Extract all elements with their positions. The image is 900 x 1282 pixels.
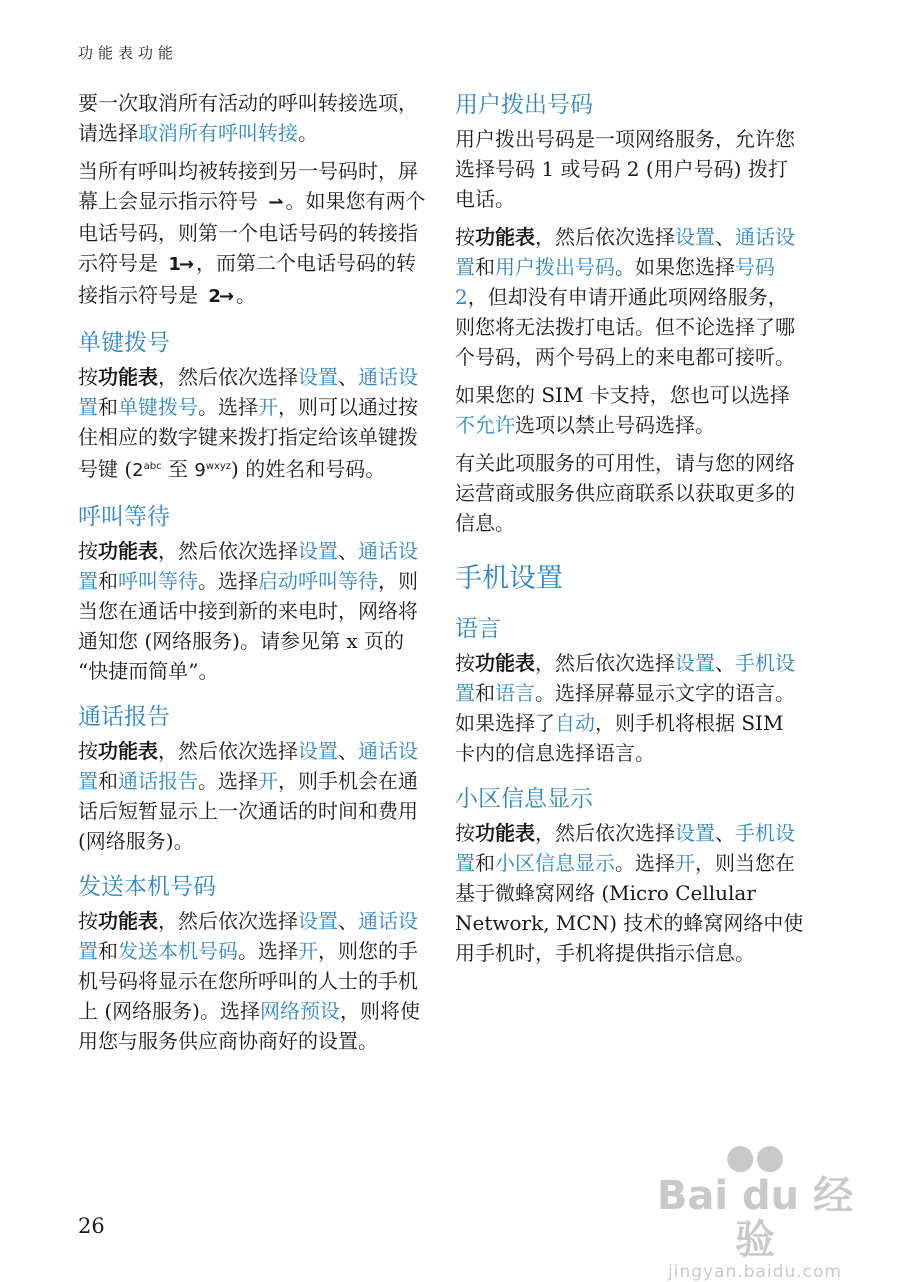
cell-info-paragraph: 按功能表，然后依次选择设置、手机设置和小区信息显示。选择开，则当您在基于微蜂窝网络 (Micro Cellular Network, MCN) 技术的蜂窝网络中使用手机时，手机将提供指示信息。 [455, 821, 804, 965]
number-2-link[interactable]: 号码 2 [455, 255, 775, 309]
language-link[interactable]: 语言 [495, 681, 535, 705]
phone-settings-link[interactable]: 手机设置 [455, 651, 795, 705]
settings-link[interactable]: 设置 [298, 539, 338, 563]
watermark-url: jingyan.baidu.com [668, 1262, 842, 1282]
send-own-number-paragraph: 按功能表，然后依次选择设置、通话设置和发送本机号码。选择开，则您的手机号码将显示在您所呼叫的人士的手机上 (网络服务)。选择网络预设，则将使用您与服务供应商协商好的设置。 [78, 909, 420, 1053]
language-paragraph: 按功能表，然后依次选择设置、手机设置和语言。选择屏幕显示文字的语言。如果选择了自动，则手机将根据 SIM 卡内的信息选择语言。 [455, 651, 795, 765]
language-heading: 语言 [455, 616, 501, 642]
settings-link[interactable]: 设置 [675, 651, 715, 675]
user-dial-number-heading: 用户拨出号码 [455, 92, 593, 118]
on-link[interactable]: 开 [675, 851, 695, 875]
watermark-brand: Bai du 经验 [656, 1173, 854, 1263]
forward-indicator-icon: ⇀ [268, 192, 282, 213]
page-number: 26 [78, 1214, 105, 1238]
call-settings-link[interactable]: 通话设置 [455, 225, 795, 279]
on-link[interactable]: 开 [298, 939, 318, 963]
on-link[interactable]: 开 [258, 769, 278, 793]
phone-settings-link[interactable]: 手机设置 [455, 821, 795, 875]
settings-link[interactable]: 设置 [675, 821, 715, 845]
sim-support-paragraph: 如果您的 SIM 卡支持，您也可以选择不允许选项以禁止号码选择。 [455, 383, 790, 437]
send-own-number-heading: 发送本机号码 [78, 874, 216, 900]
on-link[interactable]: 开 [258, 395, 278, 419]
call-report-paragraph: 按功能表，然后依次选择设置、通话设置和通话报告。选择开，则手机会在通话后短暂显示上一次通话的时间和费用 (网络服务)。 [78, 739, 418, 853]
speed-dial-heading: 单键拨号 [78, 330, 170, 356]
call-waiting-heading: 呼叫等待 [78, 504, 170, 530]
speed-dial-link[interactable]: 单键拨号 [118, 395, 198, 419]
call-settings-link[interactable]: 通话设置 [78, 909, 418, 963]
call-report-link[interactable]: 通话报告 [118, 769, 198, 793]
phone-settings-section-title: 手机设置 [455, 563, 563, 594]
cancel-all-forward-link[interactable]: 取消所有呼叫转接 [138, 121, 298, 145]
automatic-link[interactable]: 自动 [555, 711, 595, 735]
call-report-heading: 通话报告 [78, 704, 170, 730]
not-allowed-link[interactable]: 不允许 [455, 413, 515, 437]
network-preset-link[interactable]: 网络预设 [259, 999, 340, 1023]
running-header: 功能表功能 [78, 44, 179, 62]
forward-line2-indicator-icon: 2→ [208, 286, 232, 307]
left-column [78, 88, 428, 1064]
settings-link[interactable]: 设置 [298, 909, 338, 933]
activate-call-waiting-link[interactable]: 启动呼叫等待 [258, 569, 378, 593]
settings-link[interactable]: 设置 [675, 225, 715, 249]
availability-paragraph: 有关此项服务的可用性，请与您的网络运营商或服务供应商联系以获取更多的信息。 [455, 451, 795, 535]
user-dial-number-intro: 用户拨出号码是一项网络服务，允许您选择号码 1 或号码 2 (用户号码) 拨打电话。 [455, 127, 795, 211]
call-settings-link[interactable]: 通话设置 [78, 739, 418, 793]
right-column [455, 88, 805, 976]
call-waiting-paragraph: 按功能表，然后依次选择设置、通话设置和呼叫等待。选择启动呼叫等待，则当您在通话中接到新的来电时，网络将通知您 (网络服务)。请参见第 x 页的 “快捷而简单”。 [78, 539, 418, 683]
call-settings-link[interactable]: 通话设置 [78, 539, 418, 593]
speed-dial-paragraph: 按功能表，然后依次选择设置、通话设置和单键拨号。选择开，则可以通过按住相应的数字键来拨打指定给该单键拨号键 ($2^{abc}$ 至 $9^{wxyz}$) 的姓名和号码。 [78, 365, 418, 481]
cell-info-heading: 小区信息显示 [455, 786, 593, 812]
baidu-watermark [640, 1137, 870, 1282]
call-settings-link[interactable]: 通话设置 [78, 365, 418, 419]
user-dial-number-paragraph: 按功能表，然后依次选择设置、通话设置和用户拨出号码。如果您选择号码 2，但却没有申请开通此项网络服务，则您将无法拨打电话。但不论选择了哪个号码，两个号码上的来电都可接听。 [455, 225, 795, 369]
settings-link[interactable]: 设置 [298, 365, 338, 389]
paw-icon: ●● [725, 1137, 785, 1177]
call-waiting-link[interactable]: 呼叫等待 [118, 569, 198, 593]
forward-indicator-paragraph: 当所有呼叫均被转接到另一号码时，屏幕上会显示指示符号 ⇀ 。如果您有两个电话号码，则第一个电话号码的转接指示符号是 1→ ，而第二个电话号码的转接指示符号是 2→ 。 [78, 156, 428, 312]
cancel-forward-paragraph: 要一次取消所有活动的呼叫转接选项，请选择取消所有呼叫转接。 [78, 91, 418, 145]
key-9-icon: $9^{wxyz}$ [194, 460, 232, 481]
user-dial-number-link[interactable]: 用户拨出号码 [495, 255, 615, 279]
key-2-icon: $2^{abc}$ [132, 460, 162, 481]
send-own-number-link[interactable]: 发送本机号码 [118, 939, 238, 963]
cell-info-display-link[interactable]: 小区信息显示 [495, 851, 615, 875]
forward-line1-indicator-icon: 1→ [168, 254, 192, 275]
settings-link[interactable]: 设置 [298, 739, 338, 763]
